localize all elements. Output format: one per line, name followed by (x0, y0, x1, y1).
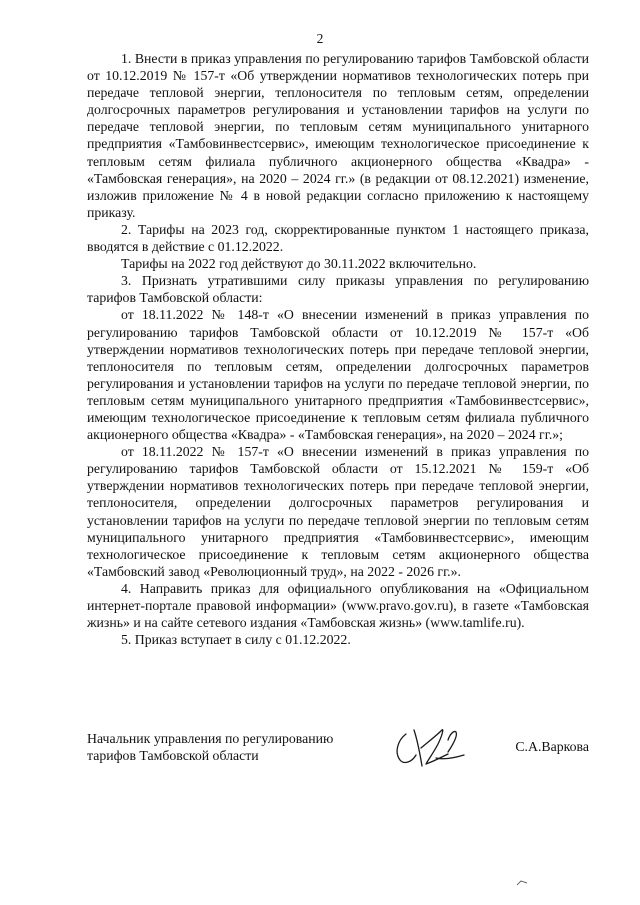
paragraph-repeal-order-148: от 18.11.2022 № 148-т «О внесении изменений в приказ управления по регулированию тарифов Тамбовской области от 10.12.2019 № 157-т «Об утверждении нормативов технологических потерь при передаче тепловой энергии, теплоносителя по тепловым сетям, определении долгосрочных параметров регулирования и установлении тарифов на услуги по передаче тепловой энергии, по тепловым сетям муниципального унитарного предприятия «Тамбовинвестсервис», имеющим технологическое присоединение к тепловым сетям филиала публичного акционерного общества «Квадра» - «Тамбовская генерация», на 2020 – 2024 гг.»; (87, 307, 589, 443)
signature-block (87, 722, 589, 772)
page-number: 2 (316, 31, 324, 46)
paragraph-tariffs-2022: Тарифы на 2022 год действуют до 30.11.2022 включительно. (121, 256, 477, 272)
paragraph-1-amend-order: 1. Внести в приказ управления по регулированию тарифов Тамбовской области от 10.12.2019 № 157-т «Об утверждении нормативов технологических потерь при передаче тепловой энергии, теплоносителя по тепловым сетям, определении долгосрочных параметров регулирования и установлении тарифов на услуги по передаче тепловой энергии, по тепловым сетям муниципального унитарного предприятия «Тамбовинвестсервис», имеющим технологическое присоединение к тепловым сетям филиала публичного акционерного общества «Квадра» - «Тамбовская генерация», на 2020 – 2024 гг.» (в редакции от 08.12.2021) изменение, изложив приложение № 4 в новой редакции согласно приложению к настоящему приказу. (87, 51, 589, 220)
signatory-position (87, 730, 377, 764)
paragraph-2-tariffs-2023: 2. Тарифы на 2023 год, скорректированные пунктом 1 настоящего приказа, вводятся в действие с 01.12.2022. (87, 221, 589, 255)
paragraph-4-publication: 4. Направить приказ для официального опубликования на «Официальном интернет-портале правовой информации» (www.pravo.gov.ru), в газете «Тамбовская жизнь» и на сайте сетевого издания «Тамбовская жизнь» (www.tamlife.ru). (87, 580, 589, 631)
handwritten-signature (392, 722, 472, 772)
signatory-position-line-2: тарифов Тамбовской области (87, 748, 259, 763)
signatory-position-line-1: Начальник управления по регулированию (87, 731, 334, 746)
paragraph-3-repeal: 3. Признать утратившими силу приказы управления по регулированию тарифов Тамбовской области: (87, 273, 589, 306)
scan-mark-icon (516, 880, 528, 886)
paragraph-repeal-order-157: от 18.11.2022 № 157-т «О внесении изменений в приказ управления по регулированию тарифов Тамбовской области от 15.12.2021 № 159-т «Об утверждении нормативов технологических потерь при передаче тепловой энергии, теплоносителя, определении долгосрочных параметров регулирования и установлении тарифов на услуги по передаче тепловой энергии по тепловым сетям муниципального унитарного предприятия «Тамбовинвестсервис», имеющим технологическое присоединение к тепловым сетям акционерного общества «Тамбовский завод «Революционный труд», на 2022 - 2026 гг.». (87, 444, 589, 579)
paragraph-5-effective-date: 5. Приказ вступает в силу с 01.12.2022. (121, 632, 351, 648)
signatory-name: С.А.Варкова (515, 739, 589, 754)
document-body (87, 50, 589, 648)
